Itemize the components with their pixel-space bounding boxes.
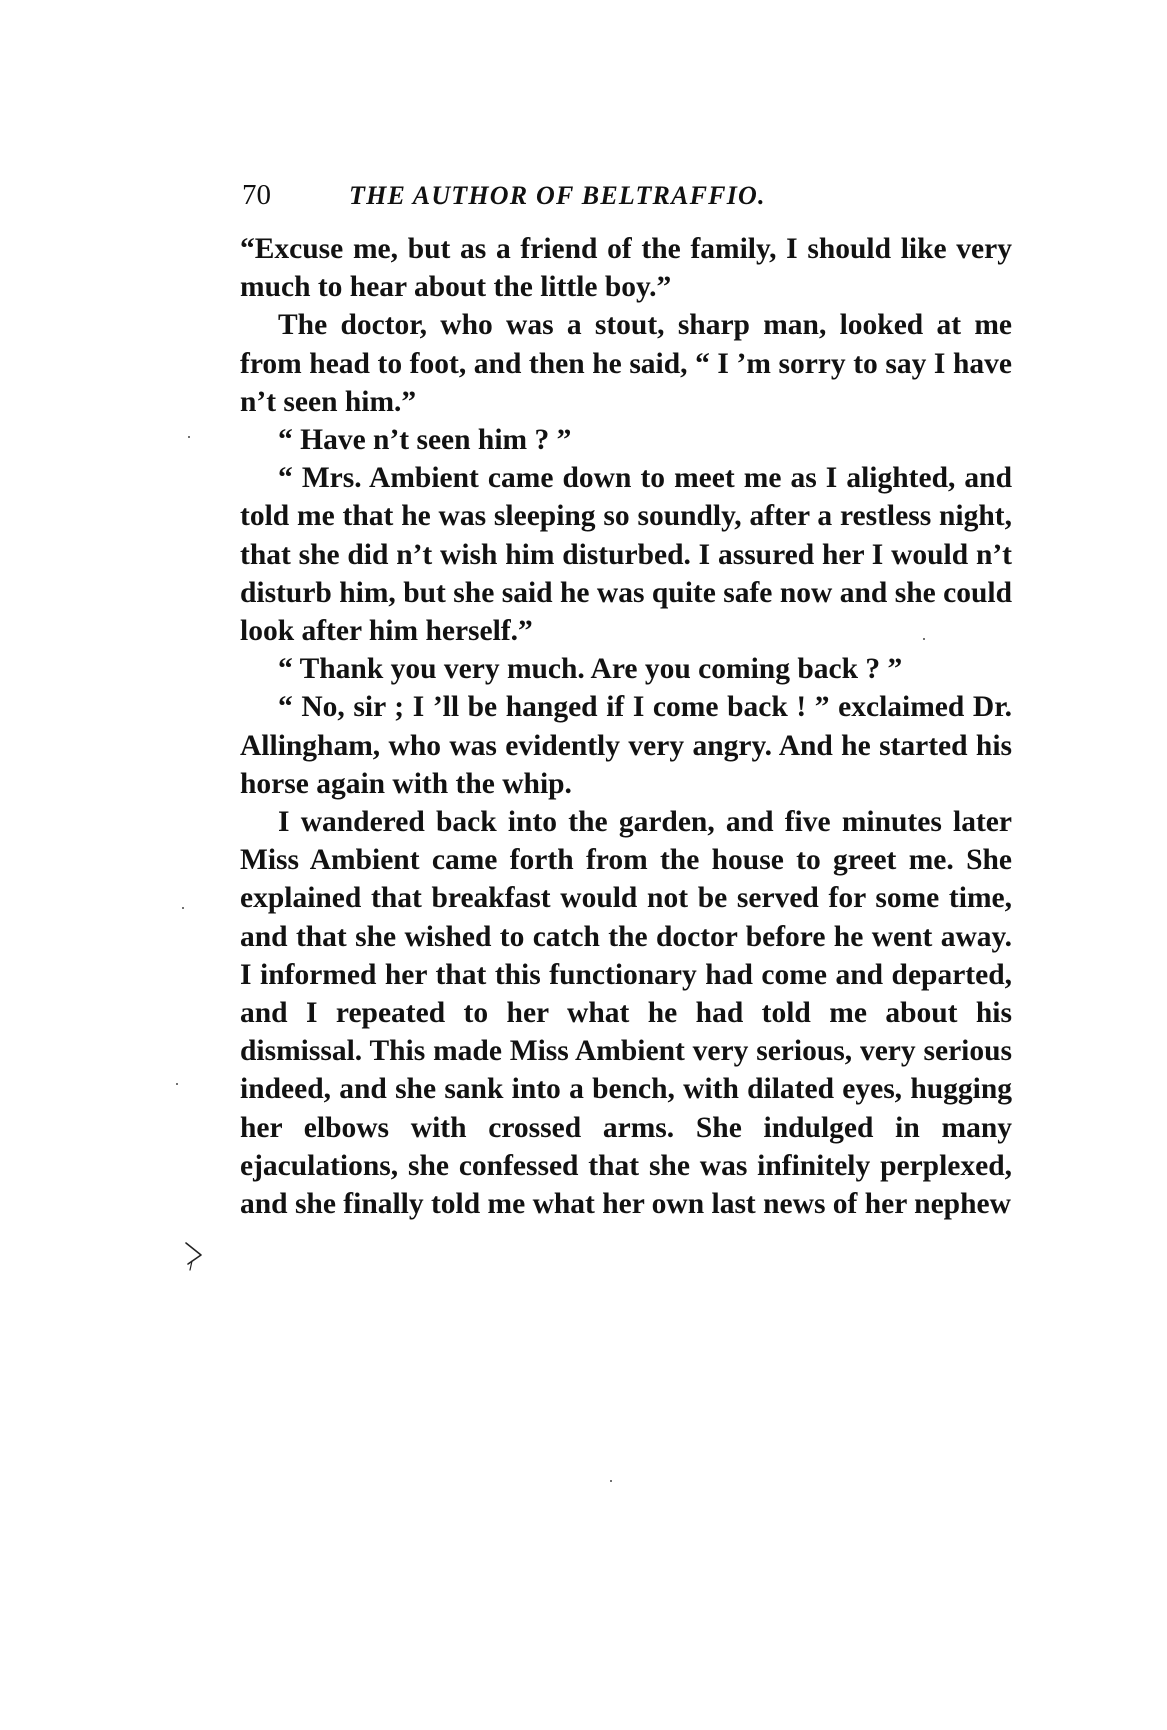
- running-title: THE AUTHOR OF BELTRAFFIO.: [349, 181, 766, 210]
- paragraph: “ Mrs. Ambient came down to meet me as I alighted, and told me that he was sleeping so soundly, after a restless night, that she did n’t wish him disturbed. I assured her I would n’t disturb him, but she said he was quite safe now and she could look after him herself.”: [240, 462, 1012, 648]
- paragraph: “Excuse me, but as a friend of the family, I should like very much to hear about the little boy.”: [240, 233, 1012, 304]
- paragraph: “ Have n’t seen him ? ”: [278, 424, 572, 457]
- check-mark-icon: [184, 1239, 212, 1271]
- paper-speck: [610, 1480, 612, 1482]
- page-header: [242, 178, 1022, 222]
- paragraph: I wandered back into the garden, and five minutes later Miss Ambient came forth from the house to greet me. She explained that breakfast would not be served for some time, and that she wished to catch the doctor before he went away. I informed her that this functionary had come and departed, and I repeated to her what he had told me about his dismissal. This made Miss Ambient very serious, very serious indeed, and she sank into a bench, with dilated eyes, hugging her elbows with crossed arms. She indulged in many ejaculations, she confessed that she was infinitely perplexed, and she finally told me what her own last news of her nephew: [240, 806, 1012, 1221]
- paragraph: The doctor, who was a stout, sharp man, looked at me from head to foot, and then he said, “ I ’m sorry to say I have n’t seen him.”: [240, 309, 1012, 418]
- body-text: [240, 230, 1012, 1223]
- paper-speck: [182, 907, 184, 909]
- paper-speck: [176, 1083, 178, 1085]
- paragraph: “ No, sir ; I ’ll be hanged if I come back ! ” exclaimed Dr. Allingham, who was evidently very angry. And he started his horse again with the whip.: [240, 691, 1012, 800]
- paragraph: “ Thank you very much. Are you coming back ? ”: [278, 653, 903, 686]
- page-number: 70: [242, 179, 271, 211]
- paper-speck: [923, 638, 925, 640]
- paper-speck: [188, 436, 190, 438]
